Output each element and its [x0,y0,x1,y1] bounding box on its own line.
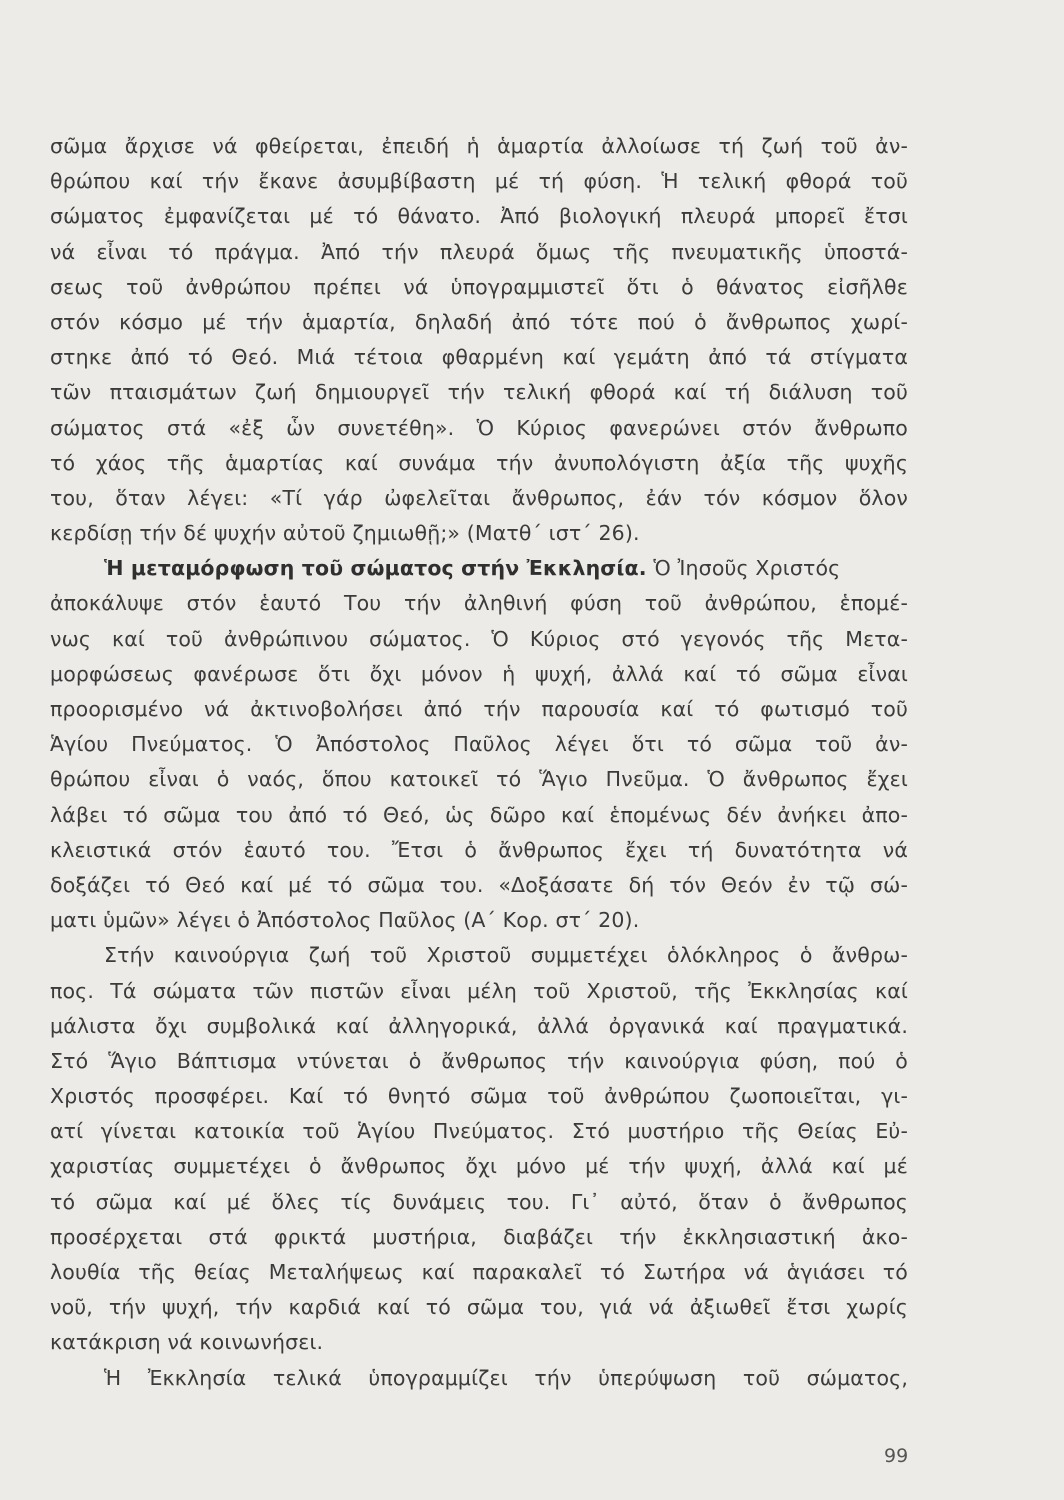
text-line: Ἁγίου Πνεύματος. Ὁ Ἀπόστολος Παῦλος λέγει ὅτι τό σῶμα τοῦ ἀν- [50,732,908,757]
text-line: σώματος ἐμφανίζεται μέ τό θάνατο. Ἀπό βιολογική πλευρά μπορεῖ ἔτσι [50,204,908,229]
text-line: λουθία τῆς θείας Μεταλήψεως καί παρακαλεῖ τό Σωτήρα νά ἁγιάσει τό [50,1260,908,1284]
body-text [50,129,908,1396]
text-line: Χριστός προσφέρει. Καί τό θνητό σῶμα τοῦ ἀνθρώπου ζωοποιεῖται, γι- [50,1084,908,1109]
section-heading-line [50,551,908,586]
text-line: τό σῶμα καί μέ ὅλες τίς δυνάμεις του. Γι᾿ αὐτό, ὅταν ὁ ἄνθρωπος [50,1189,908,1214]
text-line: προορισμένο νά ἀκτινοβολήσει ἀπό τήν παρουσία καί τό φωτισμό τοῦ [50,697,908,721]
text-line: χαριστίας συμμετέχει ὁ ἄνθρωπος ὄχι μόνο μέ τήν ψυχή, ἀλλά καί μέ [50,1154,908,1179]
text-line: προσέρχεται στά φρικτά μυστήρια, διαβάζει τήν ἐκκλησιαστική ἀκο- [50,1224,908,1249]
text-line: θρώπου εἶναι ὁ ναός, ὅπου κατοικεῖ τό Ἅγιο Πνεῦμα. Ὁ ἄνθρωπος ἔχει [50,767,908,792]
text-line: Ἡ Ἐκκλησία τελικά ὑπογραμμίζει τήν ὑπερύψωση τοῦ σώματος, [104,1365,908,1390]
text-line: κερδίσῃ τήν δέ ψυχήν αὐτοῦ ζημιωθῇ;» (Ματθ΄ ιστ΄ 26). [50,521,640,546]
text-line: στόν κόσμο μέ τήν ἁμαρτία, δηλαδή ἀπό τότε πού ὁ ἄνθρωπος χωρί- [50,309,908,334]
text-line: στηκε ἀπό τό Θεό. Μιά τέτοια φθαρμένη καί γεμάτη ἀπό τά στίγματα [50,345,908,370]
text-line: νως καί τοῦ ἀνθρώπινου σώματος. Ὁ Κύριος στό γεγονός τῆς Μετα- [50,626,908,651]
text-line: ματι ὑμῶν» λέγει ὁ Ἀπόστολος Παῦλος (Α΄ Κορ. στ΄ 20). [50,908,640,933]
text-line: σῶμα ἄρχισε νά φθείρεται, ἐπειδή ἡ ἁμαρτία ἀλλοίωσε τή ζωή τοῦ ἀν- [50,134,908,158]
text-line: δοξάζει τό Θεό καί μέ τό σῶμα του. «Δοξάσατε δή τόν Θεόν ἐν τῷ σώ- [50,872,908,897]
text-line: τῶν πταισμάτων ζωή δημιουργεῖ τήν τελική φθορά καί τή διάλυση τοῦ [50,380,908,405]
text-line: ἀποκάλυψε στόν ἑαυτό Του τήν ἀληθινή φύση τοῦ ἀνθρώπου, ἑπομέ- [50,591,908,616]
text-line: σώματος στά «ἐξ ὧν συνετέθη». Ὁ Κύριος φανερώνει στόν ἄνθρωπο [50,415,908,440]
text-line: τό χάος τῆς ἁμαρτίας καί συνάμα τήν ἀνυπολόγιστη ἀξία τῆς ψυχῆς [50,450,908,475]
text-line: λάβει τό σῶμα του ἀπό τό Θεό, ὡς δῶρο καί ἑπομένως δέν ἀνήκει ἀπο- [50,802,908,827]
text-line: του, ὅταν λέγει: «Τί γάρ ὠφελεῖται ἄνθρωπος, ἐάν τόν κόσμον ὅλον [50,485,908,510]
text-line: ατί γίνεται κατοικία τοῦ Ἁγίου Πνεύματος. Στό μυστήριο τῆς Θείας Εὐ- [50,1119,908,1144]
text-line: νοῦ, τήν ψυχή, τήν καρδιά καί τό σῶμα του, γιά νά ἀξιωθεῖ ἔτσι χωρίς [50,1295,908,1320]
text-line: πος. Τά σώματα τῶν πιστῶν εἶναι μέλη τοῦ Χριστοῦ, τῆς Ἐκκλησίας καί [50,978,908,1003]
text-line: νά εἶναι τό πράγμα. Ἀπό τήν πλευρά ὅμως τῆς πνευματικῆς ὑποστά- [50,239,908,264]
text-line: σεως τοῦ ἀνθρώπου πρέπει νά ὑπογραμμιστεῖ ὅτι ὁ θάνατος εἰσῆλθε [50,274,908,299]
text-line: μάλιστα ὄχι συμβολικά καί ἀλληγορικά, ἀλλά ὀργανικά καί πραγματικά. [50,1013,908,1038]
text-line: Στήν καινούργια ζωή τοῦ Χριστοῦ συμμετέχει ὁλόκληρος ὁ ἄνθρω- [104,943,908,968]
text-line: Στό Ἅγιο Βάπτισμα ντύνεται ὁ ἄνθρωπος τήν καινούργια φύση, πού ὁ [50,1048,908,1073]
section-heading: Ἡ μεταμόρφωση τοῦ σώματος στήν Ἐκκλησία. [104,556,647,581]
text-line: θρώπου καί τήν ἔκανε ἀσυμβίβαστη μέ τή φύση. Ἡ τελική φθορά τοῦ [50,169,908,194]
heading-line-rest: Ὁ Ἰησοῦς Χριστός [646,556,841,581]
text-line: μορφώσεως φανέρωσε ὅτι ὄχι μόνον ἡ ψυχή, ἀλλά καί τό σῶμα εἶναι [50,661,908,686]
text-line: κατάκριση νά κοινωνήσει. [50,1330,324,1355]
page-number: 99 [884,1445,909,1467]
text-line: κλειστικά στόν ἑαυτό του. Ἔτσι ὁ ἄνθρωπος ἔχει τή δυνατότητα νά [50,837,908,862]
